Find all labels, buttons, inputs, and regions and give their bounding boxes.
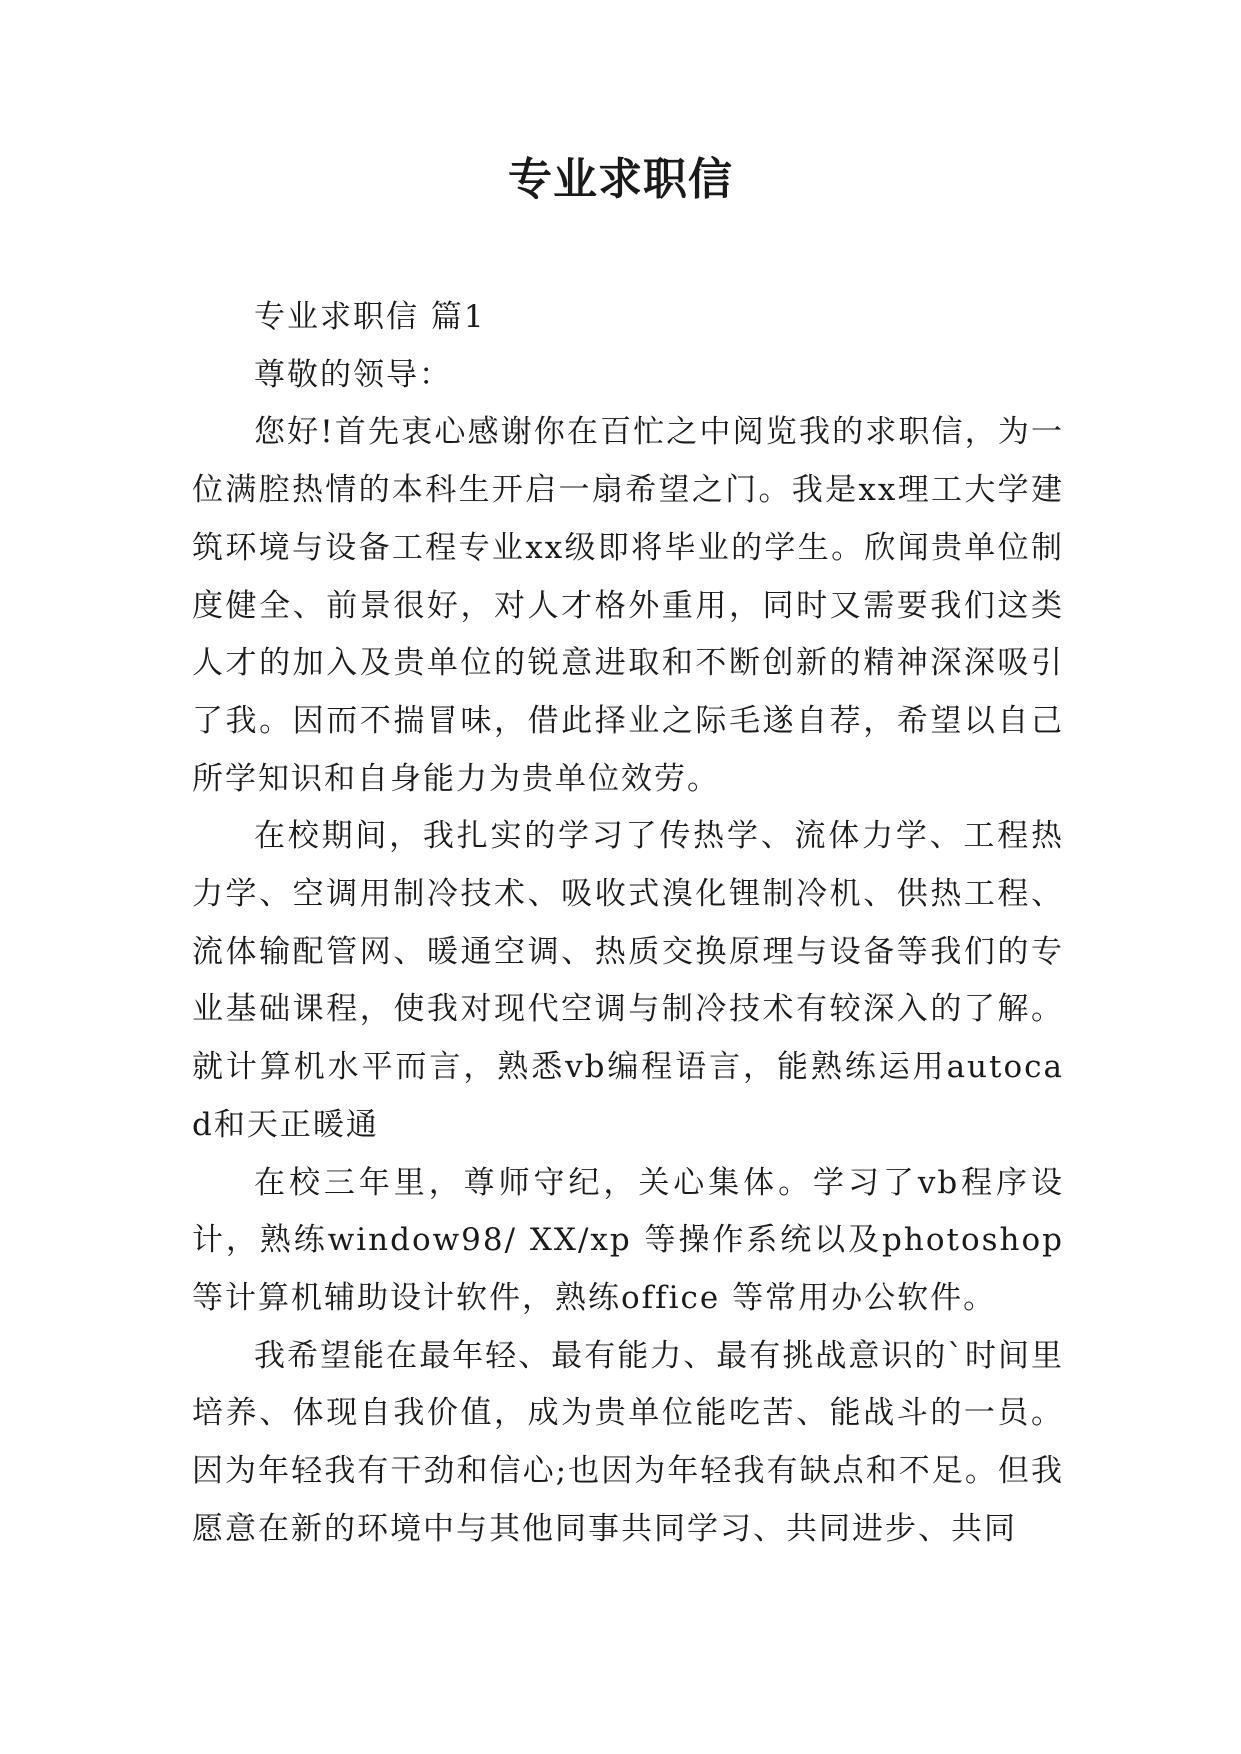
paragraph-aspiration: 我希望能在最年轻、最有能力、最有挑战意识的`时间里培养、体现自我价值，成为贵单位能吃苦、能战斗的一员。因为年轻我有干劲和信心;也因为年轻我有缺点和不足。但我愿意在新的环境中与其他同事共同学习、共同进步、共同: [192, 1337, 1064, 1547]
salutation: 尊敬的领导：: [254, 356, 452, 393]
document-title: 专业求职信: [508, 154, 733, 205]
paragraph-intro: 您好!首先衷心感谢你在百忙之中阅览我的求职信，为一位满腔热情的本科生开启一扇希望之门。我是xx理工大学建筑环境与设备工程专业xx级即将毕业的学生。欣闻贵单位制度健全、前景很好，对人才格外重用，同时又需要我们这类人才的加入及贵单位的锐意进取和不断创新的精神深深吸引了我。因而不揣冒味，借此择业之际毛遂自荐，希望以自己所学知识和自身能力为贵单位效劳。: [192, 414, 1064, 797]
paragraph-education: 在校期间，我扎实的学习了传热学、流体力学、工程热力学、空调用制冷技术、吸收式溴化锂制冷机、供热工程、流体输配管网、暖通空调、热质交换原理与设备等我们的专业基础课程，使我对现代空调与制冷技术有较深入的了解。就计算机水平而言，熟悉vb编程语言，能熟练运用autocad和天正暖通: [192, 818, 1064, 1143]
document-body: [192, 289, 1064, 1558]
paragraph-skills: 在校三年里，尊师守纪，关心集体。学习了vb程序设计，熟练window98/ XX/xp 等操作系统以及photoshop 等计算机辅助设计软件，熟练office 等常用办公软件。: [192, 1164, 1064, 1316]
section-heading: 专业求职信 篇1: [254, 299, 486, 335]
